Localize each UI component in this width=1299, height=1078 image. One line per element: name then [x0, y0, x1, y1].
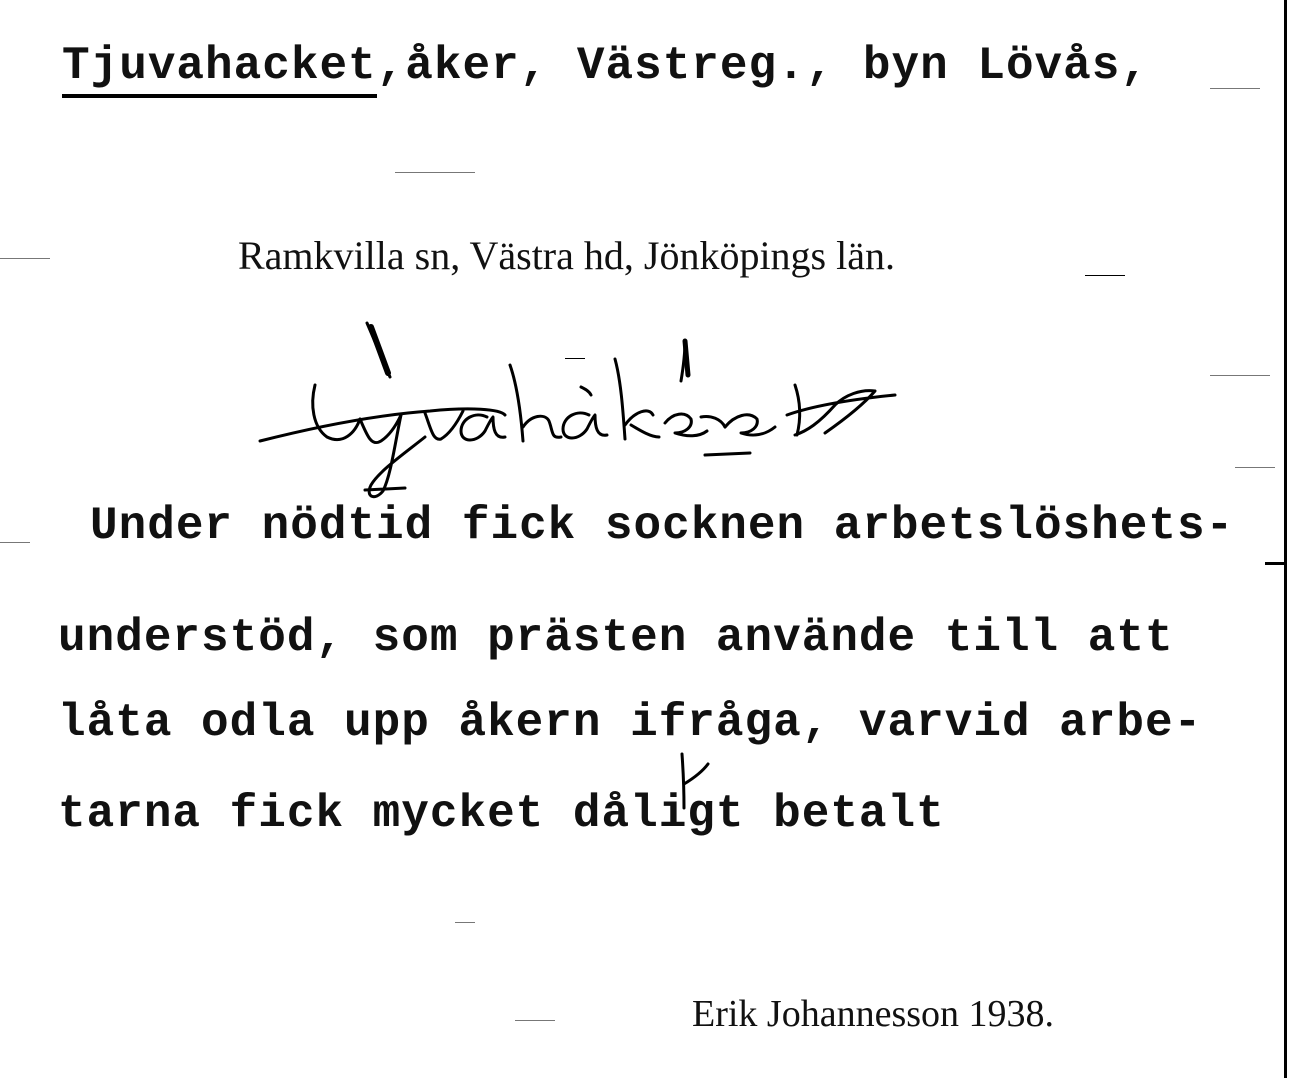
- dotted-mark: [565, 358, 585, 359]
- dotted-mark: [0, 542, 30, 543]
- record-heading: [62, 40, 1149, 92]
- dotted-mark: [1265, 562, 1285, 565]
- place-name: Tjuvahacket: [62, 40, 377, 98]
- handwritten-correction-mark: [668, 750, 718, 810]
- author-signature: Erik Johannesson 1938.: [692, 993, 1055, 1035]
- parish-location: Ramkvilla sn, Västra hd, Jönköpings län.: [238, 233, 895, 278]
- handwritten-name: [255, 315, 905, 500]
- body-line: Under nödtid fick socknen arbetslöshets-: [90, 500, 1235, 552]
- body-line: understöd, som prästen använde till att: [58, 612, 1174, 664]
- card-right-edge: [1284, 0, 1287, 1078]
- dotted-mark: [515, 1020, 555, 1021]
- body-line: låta odla upp åkern ifråga, varvid arbe-: [58, 697, 1203, 749]
- body-line: tarna fick mycket dåligt betalt: [58, 788, 945, 840]
- dotted-mark: [0, 258, 50, 259]
- dotted-mark: [455, 922, 475, 923]
- dotted-mark: [1210, 88, 1260, 89]
- dotted-mark: [395, 172, 475, 173]
- dotted-mark: [1210, 375, 1270, 376]
- dotted-mark: [1235, 467, 1275, 468]
- dotted-mark: [1085, 275, 1125, 276]
- place-description: ,åker, Västreg., byn Lövås,: [376, 40, 1149, 92]
